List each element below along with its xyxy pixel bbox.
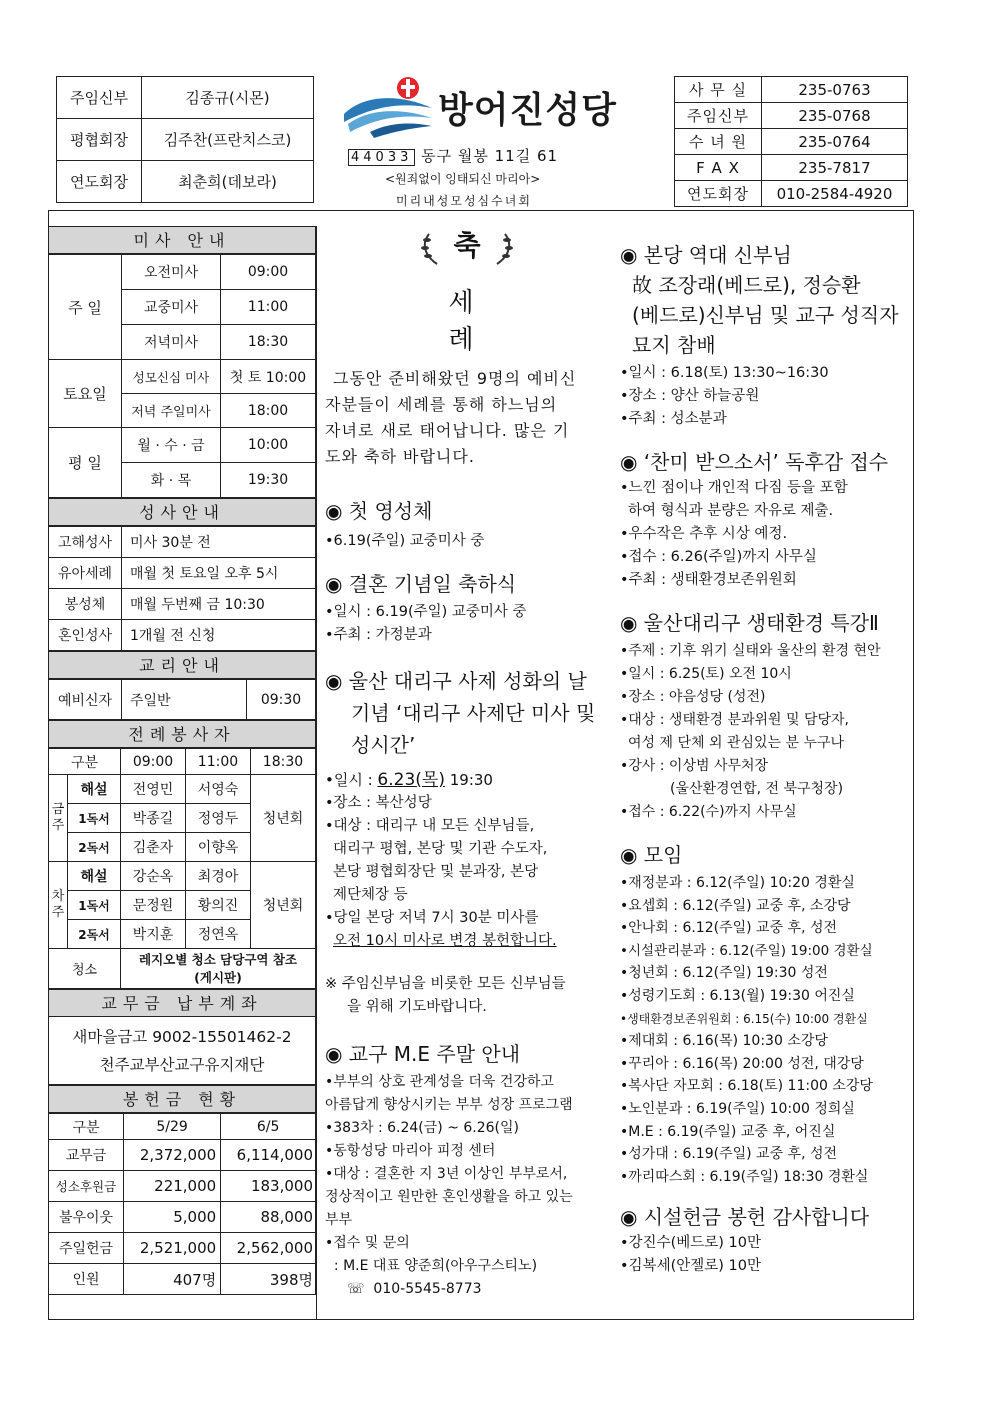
sacrament-value: 매월 첫 토요일 오후 5시 [122, 558, 316, 589]
sacrament-key: 혼인성사 [49, 620, 122, 651]
phone-icon: ☏ [347, 1281, 365, 1297]
offering-key: 인원 [49, 1264, 124, 1295]
meeting-item: •시설관리분과 : 6.12(주일) 19:00 경환실 [620, 942, 873, 959]
pastors-line: •장소 : 양산 하늘공원 [620, 388, 760, 404]
me-line: •접수 및 문의 [325, 1235, 410, 1251]
anniversary-line: •주최 : 가정분과 [325, 627, 432, 643]
mass-name: 오전미사 [122, 255, 221, 290]
mass-time: 19:30 [221, 463, 316, 498]
offering-head: 5/29 [124, 1114, 221, 1140]
mass-name: 월 · 수 · 금 [122, 428, 221, 463]
doctrine-key: 예비신자 [49, 680, 122, 720]
mass-name: 저녁 주일미사 [122, 394, 221, 428]
mass-name: 교중미사 [122, 290, 221, 325]
pastors-title-line: 묘지 참배 [632, 333, 716, 357]
offering-value: 398명 [221, 1264, 316, 1295]
middle-column [325, 226, 609, 1301]
pastors-title-line: 故 조장래(베드로), 정승환 [632, 273, 861, 297]
priest-day-notice: 오전 10시 미사로 변경 봉헌합니다. [333, 933, 557, 949]
priest-day-title-line: 기념 ‘대리구 사제단 미사 및 [351, 701, 596, 725]
essay-line: •느낀 점이나 개인적 다짐 등을 포함 [620, 480, 848, 496]
me-line: •부부의 상호 관계성을 더욱 건강하고 [325, 1074, 554, 1090]
meeting-item: •요셉회 : 6.12(주일) 교중 후, 소강당 [620, 897, 851, 914]
baptism-title: 세 례 [448, 288, 546, 355]
priest-day-title-line: ◉ 울산 대리구 사제 성화의 날 [325, 669, 587, 693]
priest-day-line: •대상 : 대리구 내 모든 신부님들, [325, 818, 535, 834]
priest-day-line: •장소 : 복산성당 [325, 795, 432, 811]
server-role: 1독서 [68, 804, 121, 833]
me-line: •동항성당 마리아 피정 센터 [325, 1143, 496, 1159]
contact-key: F A X [675, 155, 762, 181]
nuns-name: 미리내성모성심수녀회 [396, 194, 532, 208]
contact-key: 사 무 실 [675, 77, 762, 103]
meetings-list [620, 872, 910, 1188]
me-title: ◉ 교구 M.E 주말 안내 [325, 1042, 521, 1066]
servers-table [48, 748, 316, 989]
server-name: 강순옥 [121, 862, 186, 891]
eco-lecture-line: •주제 : 기후 위기 실태와 울산의 환경 현안 [620, 643, 881, 659]
me-line: 아름답게 향상시키는 부부 성장 프로그램 [325, 1097, 573, 1113]
eco-lecture-line: •장소 : 야음성당 (성전) [620, 689, 766, 705]
me-line: •383차 : 6.24(금) ~ 6.26(일) [325, 1120, 519, 1136]
pastors-title [620, 240, 910, 360]
me-line: : M.E 대표 양준희(아우구스티노) [325, 1258, 538, 1274]
offering-key: 주일헌금 [49, 1233, 124, 1264]
offering-value: 2,372,000 [124, 1140, 221, 1171]
baptism-line: 자녀로 새로 태어납니다. 많은 기 [325, 421, 570, 440]
sacrament-key: 유아세례 [49, 558, 122, 589]
meeting-item: •노인분과 : 6.19(주일) 10:00 정희실 [620, 1100, 855, 1117]
parish-title: 방어진성당 [438, 90, 617, 131]
contact-value: 235-0763 [762, 77, 908, 103]
priest-day-line: 제단체장 등 [333, 887, 408, 903]
offering-value: 6,114,000 [221, 1140, 316, 1171]
server-role: 해설 [68, 862, 121, 891]
donor-line: •김복세(안젤로) 10만 [620, 1258, 761, 1275]
offering-head: 구분 [49, 1114, 124, 1140]
header-left-key: 연도회장 [57, 161, 142, 203]
contact-value: 235-0764 [762, 129, 908, 155]
offering-key: 교무금 [49, 1140, 124, 1171]
priest-day-date-value: 6.23(목) [377, 770, 445, 790]
header-left-table [56, 76, 314, 203]
servers-head: 11:00 [185, 749, 250, 775]
contact-key: 수 녀 원 [675, 129, 762, 155]
sacrament-title: 성사안내 [48, 498, 316, 526]
first-communion-title: ◉ 첫 영성체 [325, 499, 433, 523]
pastors-title-line: ◉ 본당 역대 신부님 [620, 243, 792, 267]
servers-head: 구분 [49, 749, 121, 775]
header-left-key: 평협회장 [57, 119, 142, 161]
server-name: 황의진 [185, 891, 250, 920]
baptism-line: 그동안 준비해왔던 9명의 예비신 [333, 369, 577, 388]
celebration-badge [325, 226, 609, 270]
servers-head: 18:30 [250, 749, 315, 775]
sacrament-key: 고해성사 [49, 527, 122, 558]
donation-thanks-title: ◉ 시설헌금 봉헌 감사합니다 [620, 1205, 870, 1230]
meeting-item: •M.E : 6.19(주일) 교중 후, 어진실 [620, 1123, 836, 1140]
offering-value: 2,562,000 [221, 1233, 316, 1264]
offering-value: 88,000 [221, 1202, 316, 1233]
contact-key: 연도회장 [675, 181, 762, 207]
offering-key: 불우이웃 [49, 1202, 124, 1233]
baptism-line: 자분들이 세례를 통해 하느님의 [325, 395, 558, 414]
doctrine-table [48, 679, 316, 720]
anniversary-title: ◉ 결혼 기념일 축하식 [325, 572, 517, 596]
meeting-item: •안나회 : 6.12(주일) 교중 후, 성전 [620, 920, 838, 937]
mass-title: 미사 안내 [48, 226, 316, 254]
first-communion-line: •6.19(주일) 교중미사 중 [325, 533, 485, 549]
meeting-item: •제대회 : 6.16(목) 10:30 소강당 [620, 1033, 828, 1050]
sacrament-value: 매월 두번째 금 10:30 [122, 589, 316, 620]
meeting-item: •성령기도회 : 6.13(월) 19:30 어진실 [620, 987, 855, 1004]
essay-line: 하여 형식과 분량은 자유로 제출. [628, 503, 834, 519]
server-role: 2독서 [68, 920, 121, 949]
sunday-label: 주 일 [49, 255, 122, 360]
mass-time: 11:00 [221, 290, 316, 325]
contact-value: 235-0768 [762, 103, 908, 129]
mass-name: 저녁미사 [122, 325, 221, 360]
offering-key: 성소후원금 [49, 1171, 124, 1202]
contact-key: 주임신부 [675, 103, 762, 129]
meetings-title: ◉ 모임 [620, 843, 683, 867]
motto: <원죄없이 잉태되신 마리아> [385, 172, 541, 186]
server-name: 김춘자 [121, 833, 186, 862]
mass-time: 첫 토 10:00 [221, 360, 316, 394]
servers-title: 전례봉사자 [48, 720, 316, 748]
youth-label: 청년회 [250, 775, 315, 862]
priest-day-title [325, 665, 609, 761]
doctrine-value: 주일반 [122, 680, 247, 720]
account-holder: 천주교부산교구유지재단 [99, 1056, 265, 1074]
server-name: 박지훈 [121, 920, 186, 949]
weekday-label: 평 일 [49, 428, 122, 498]
header-left-value: 김주찬(프란치스코) [142, 119, 314, 161]
postcode: 44033 [348, 149, 415, 166]
anniversary-line: •일시 : 6.19(주일) 교중미사 중 [325, 604, 527, 620]
server-name: 서영숙 [185, 775, 250, 804]
pastors-line: •일시 : 6.18(토) 13:30~16:30 [620, 365, 829, 381]
mass-time: 18:00 [221, 394, 316, 428]
week-label: 금주 [49, 775, 68, 862]
header-right-table [674, 76, 908, 207]
eco-lecture-title: ◉ 울산대리구 생태환경 특강Ⅱ [620, 611, 879, 635]
server-name: 정연옥 [185, 920, 250, 949]
essay-line: •주최 : 생태환경보존위원회 [620, 572, 797, 588]
offering-value: 183,000 [221, 1171, 316, 1202]
cleaning-key: 청소 [49, 949, 121, 989]
right-column [620, 240, 910, 1278]
mass-name: 성모신심 미사 [122, 360, 221, 394]
left-column [48, 226, 316, 1295]
mass-time: 10:00 [221, 428, 316, 463]
offering-value: 2,521,000 [124, 1233, 221, 1264]
account-box [48, 1017, 316, 1085]
me-phone-number: 010-5545-8773 [373, 1281, 482, 1297]
baptism-text [325, 366, 609, 470]
celebration-char: 축 [453, 229, 481, 262]
server-role: 2독서 [68, 833, 121, 862]
server-name: 최경아 [185, 862, 250, 891]
server-role: 1독서 [68, 891, 121, 920]
me-line: •대상 : 결혼한 지 3년 이상인 부부로서, [325, 1166, 568, 1182]
meeting-item: •재정분과 : 6.12(주일) 10:20 경환실 [620, 875, 855, 891]
me-line: 부부 [325, 1212, 353, 1228]
mass-name: 화 · 목 [122, 463, 221, 498]
pastors-title-line: (베드로)신부님 및 교구 성직자 [632, 303, 899, 327]
parish-logo-icon [340, 74, 440, 140]
donor-line: •강진수(베드로) 10만 [620, 1235, 761, 1252]
server-name: 전영민 [121, 775, 186, 804]
priest-day-line: 본당 평협회장단 및 분과장, 본당 [333, 864, 539, 880]
eco-lecture-details [620, 640, 910, 824]
contact-value: 235-7817 [762, 155, 908, 181]
meeting-item: •꾸리아 : 6.16(목) 20:00 성전, 대강당 [620, 1055, 864, 1072]
account-title: 교무금 납부계좌 [48, 989, 316, 1017]
header-left-value: 최춘희(데보라) [142, 161, 314, 203]
address [348, 145, 558, 166]
youth-label: 청년회 [250, 862, 315, 949]
offering-value: 407명 [124, 1264, 221, 1295]
eco-lecture-line: •강사 : 이상범 사무처장 [620, 758, 769, 774]
priest-day-date [325, 769, 609, 792]
meeting-item: •까리따스회 : 6.19(주일) 18:30 경환실 [620, 1168, 869, 1185]
eco-lecture-line: •접수 : 6.22(수)까지 사무실 [620, 804, 797, 820]
prayer-note: 을 위해 기도바랍니다. [347, 999, 487, 1015]
essay-line: •접수 : 6.26(주일)까지 사무실 [620, 549, 817, 565]
me-line: 정상적이고 원만한 혼인생활을 하고 있는 [325, 1189, 573, 1205]
me-details [325, 1071, 609, 1301]
priest-day-date-label: •일시 : [325, 771, 378, 789]
column-divider [316, 226, 317, 1320]
pastors-line: •주최 : 성소분과 [620, 411, 727, 427]
doctrine-title: 교리안내 [48, 651, 316, 679]
offering-value: 5,000 [124, 1202, 221, 1233]
eco-lecture-line: 여성 제 단체 외 관심있는 분 누구나 [628, 735, 845, 751]
me-phone [325, 1278, 609, 1301]
prayer-note: ※ 주임신부님을 비롯한 모든 신부님들 [325, 976, 566, 992]
cleaning-note: (게시판) [194, 969, 242, 985]
account-number: 새마을금고 9002-15501462-2 [72, 1028, 292, 1046]
week-label: 차주 [49, 862, 68, 949]
priest-day-line: •당일 본당 저녁 7시 30분 미사를 [325, 910, 539, 926]
offering-title: 봉헌금 현황 [48, 1085, 316, 1113]
cleaning-value: 레지오별 청소 담당구역 참조 [139, 951, 297, 967]
offering-value: 221,000 [124, 1171, 221, 1202]
server-role: 해설 [68, 775, 121, 804]
priest-day-title-line: 성시간’ [351, 733, 416, 757]
offering-head: 6/5 [221, 1114, 316, 1140]
sacrament-value: 1개월 전 신청 [122, 620, 316, 651]
mass-table [48, 254, 316, 498]
priest-day-time: 19:30 [444, 771, 493, 789]
saturday-label: 토요일 [49, 360, 122, 428]
server-name: 이향옥 [185, 833, 250, 862]
priest-day-line: 대리구 평협, 본당 및 기관 수도자, [333, 841, 548, 857]
mass-time: 18:30 [221, 325, 316, 360]
server-name: 박종길 [121, 804, 186, 833]
essay-title: ◉ ‘찬미 받으소서’ 독후감 접수 [620, 450, 889, 474]
sacrament-table [48, 526, 316, 651]
meeting-item: •생태환경보존위원회 : 6.15(수) 10:00 경환실 [620, 1011, 868, 1026]
server-name: 정영두 [185, 804, 250, 833]
eco-lecture-line: •대상 : 생태환경 분과위원 및 담당자, [620, 712, 850, 728]
sacrament-value: 미사 30분 전 [122, 527, 316, 558]
servers-head: 09:00 [121, 749, 186, 775]
meeting-item: •청년회 : 6.12(주일) 19:30 성전 [620, 965, 828, 982]
header-left-key: 주임신부 [57, 77, 142, 119]
mass-time: 09:00 [221, 255, 316, 290]
baptism-line: 도와 축하 바랍니다. [325, 447, 475, 466]
eco-lecture-line: •일시 : 6.25(토) 오전 10시 [620, 666, 792, 682]
eco-lecture-line: (울산환경연합, 전 북구청장) [670, 781, 844, 797]
doctrine-time: 09:30 [247, 680, 316, 720]
street-address: 동구 월봉 11길 61 [421, 147, 559, 165]
offering-table [48, 1113, 316, 1295]
server-name: 문정원 [121, 891, 186, 920]
header-left-value: 김종규(시몬) [142, 77, 314, 119]
contact-value: 010-2584-4920 [762, 181, 908, 207]
essay-line: •우수작은 추후 시상 예정. [620, 526, 788, 542]
meeting-item: •복사단 자모회 : 6.18(토) 11:00 소강당 [620, 1078, 873, 1095]
meeting-item: •성가대 : 6.19(주일) 교중 후, 성전 [620, 1146, 838, 1163]
sacrament-key: 봉성체 [49, 589, 122, 620]
